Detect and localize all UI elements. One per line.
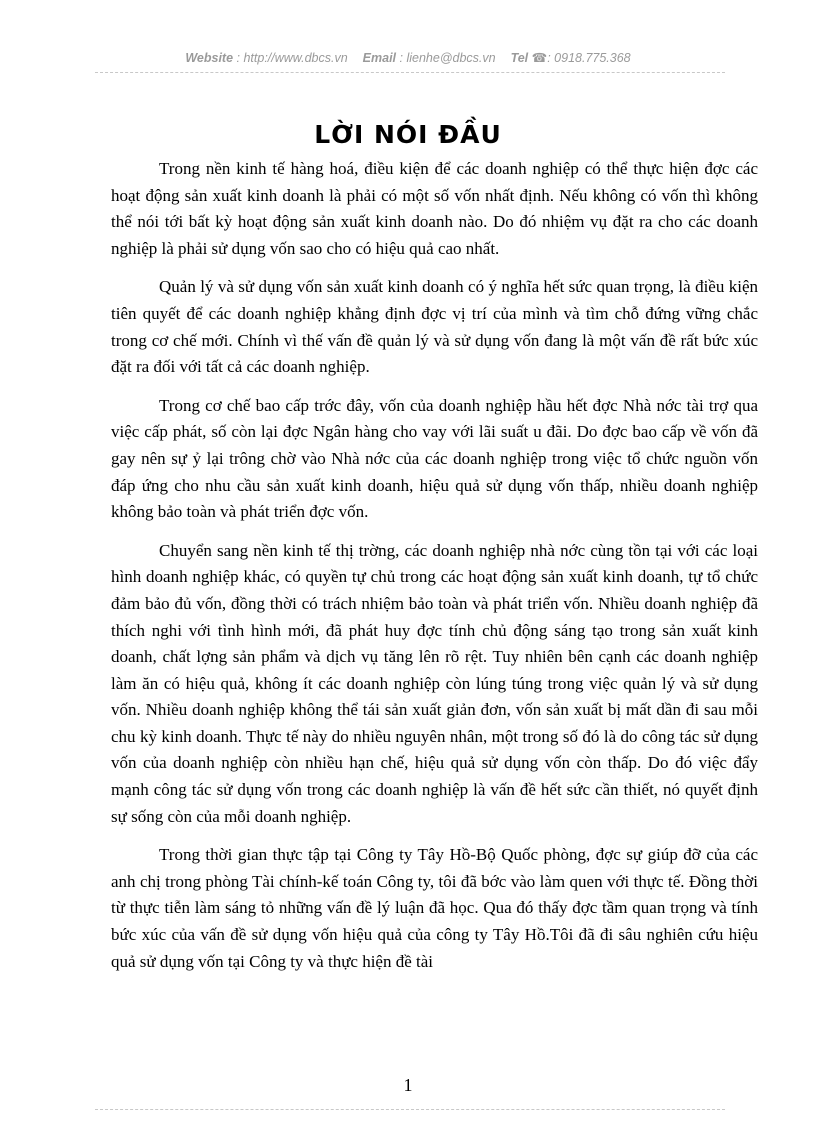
website-label: Website xyxy=(185,51,234,65)
paragraph-3: Trong cơ chế bao cấp trớc đây, vốn của doanh nghiệp hầu hết đợc Nhà nớc tài trợ qua việc cấp phát, số còn lại đợc Ngân hàng cho vay với lãi suất u đãi. Do đợc bao cấp về vốn đã gay nên sự ỷ lại trông chờ vào Nhà nớc của các doanh nghiệp trong việc tổ chức nguồn vốn đáp ứng cho nhu cầu sản xuất kinh doanh, hiệu quả sử dụng vốn thấp, nhiều doanh nghiệp không bảo toàn và phát triển đợc vốn. xyxy=(111,395,758,522)
paragraph-1: Trong nền kinh tế hàng hoá, điều kiện để các doanh nghiệp có thể thực hiện đợc các hoạt động sản xuất kinh doanh là phải có một số vốn nhất định. Nếu không có vốn thì không thể nói tới bất kỳ hoạt động sản xuất kinh doanh nào. Do đó nhiệm vụ đặt ra cho các doanh nghiệp là phải sử dụng vốn sao cho có hiệu quả cao nhất. xyxy=(111,159,758,258)
website-url[interactable]: : http://www.dbcs.vn xyxy=(236,51,348,65)
tel-number: ☎: 0918.775.368 xyxy=(531,51,631,65)
tel-label: Tel xyxy=(510,51,529,65)
header-divider xyxy=(95,72,725,73)
footer-divider xyxy=(95,1109,725,1110)
email-address[interactable]: : lienhe@dbcs.vn xyxy=(399,51,496,65)
document-body xyxy=(111,156,758,987)
email-label: Email xyxy=(362,51,397,65)
page-number: 1 xyxy=(403,1075,413,1095)
paragraph-5: Trong thời gian thực tập tại Công ty Tây Hồ-Bộ Quốc phòng, đợc sự giúp đỡ của các anh chị trong phòng Tài chính-kế toán Công ty, tôi đã bớc vào làm quen với thực tế. Đồng thời từ thực tiễn làm sáng tỏ những vấn đề lý luận đã học. Qua đó thấy đợc tầm quan trọng và tính bức xúc của vấn đề sử dụng vốn hiệu quả của công ty Tây Hồ.Tôi đã đi sâu nghiên cứu hiệu quả sử dụng vốn tại Công ty và thực hiện đề tài xyxy=(111,845,758,971)
paragraph-2: Quản lý và sử dụng vốn sản xuất kinh doanh có ý nghĩa hết sức quan trọng, là điều kiện tiên quyết để các doanh nghiệp khẳng định đợc vị trí của mình và tìm chỗ đứng vững chắc trong cơ chế mới. Chính vì thế vấn đề quản lý và sử dụng vốn đang là một vấn đề rất bức xúc đặt ra đối với tất cả các doanh nghiệp. xyxy=(111,277,758,377)
page-header xyxy=(0,50,816,65)
paragraph-4: Chuyển sang nền kinh tế thị trờng, các doanh nghiệp nhà nớc cùng tồn tại với các loại hình doanh nghiệp khác, có quyền tự chủ trong các hoạt động sản xuất kinh doanh, tự tổ chức đảm bảo đủ vốn, đồng thời có trách nhiệm bảo toàn và phát triển vốn. Nhiều doanh nghiệp đã thích nghi với tình hình mới, đã phát huy đợc tính chủ động sáng tạo trong sản xuất kinh doanh, chất lợng sản phẩm và dịch vụ tăng lên rõ rệt. Tuy nhiên bên cạnh các doanh nghiệp làm ăn có hiệu quả, không ít các doanh nghiệp còn lúng túng trong việc quản lý và sử dụng vốn. Nhiều doanh nghiệp không thể tái sản xuất giản đơn, vốn sản xuất bị mất dần đi sau mỗi chu kỳ kinh doanh. Thực tế này do nhiều nguyên nhân, một trong số đó là do công tác sử dụng vốn của doanh nghiệp còn nhiều hạn chế, hiệu quả sử dụng vốn còn thấp. Do đó việc đẩy mạnh công tác sử dụng vốn trong các doanh nghiệp là vấn đề hết sức cần thiết, nó quyết định sự sống còn của mỗi doanh nghiệp. xyxy=(111,540,758,826)
page-title: LỜI NÓI ĐẦU xyxy=(314,120,502,149)
